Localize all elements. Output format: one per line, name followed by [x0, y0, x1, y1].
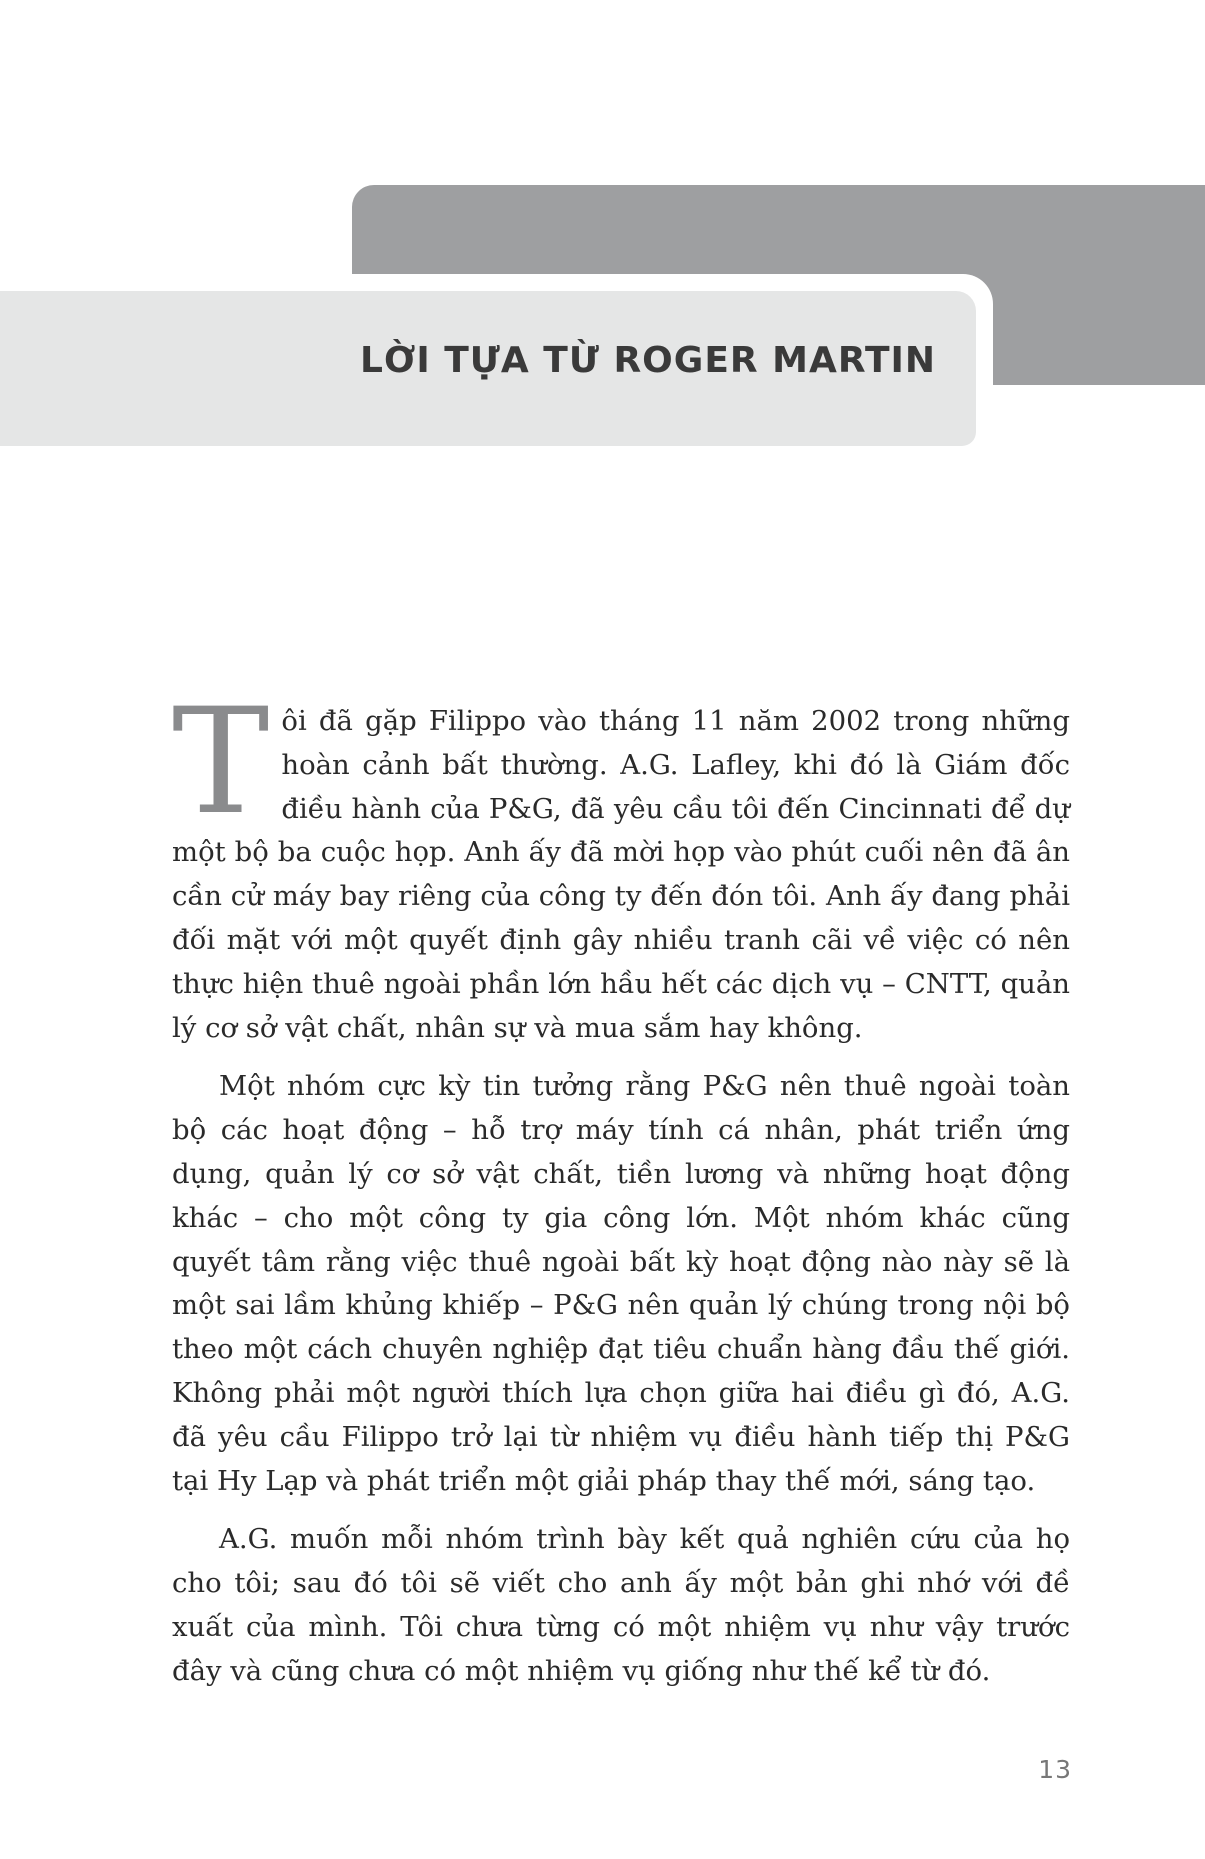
paragraph-2: Một nhóm cực kỳ tin tưởng rằng P&G nên thuê ngoài toàn bộ các hoạt động – hỗ trợ máy tính cá nhân, phát triển ứng dụng, quản lý cơ sở vật chất, tiền lương và những hoạt động khác – cho một công ty gia công lớn. Một nhóm khác cũng quyết tâm rằng việc thuê ngoài bất kỳ hoạt động nào này sẽ là một sai lầm khủng khiếp – P&G nên quản lý chúng trong nội bộ theo một cách chuyên nghiệp đạt tiêu chuẩn hàng đầu thế giới. Không phải một người thích lựa chọn giữa hai điều gì đó, A.G. đã yêu cầu Filippo trở lại từ nhiệm vụ điều hành tiếp thị P&G tại Hy Lạp và phát triển một giải pháp thay thế mới, sáng tạo. — [172, 1070, 1070, 1497]
paragraph-1 — [172, 677, 1070, 1050]
paragraph-3: A.G. muốn mỗi nhóm trình bày kết quả nghiên cứu của họ cho tôi; sau đó tôi sẽ viết cho anh ấy một bản ghi nhớ với đề xuất của mình. Tôi chưa từng có một nhiệm vụ như vậy trước đây và cũng chưa có một nhiệm vụ giống như thế kể từ đó. — [172, 1523, 1070, 1687]
paragraph-1-text: ôi đã gặp Filippo vào tháng 11 năm 2002 trong những hoàn cảnh bất thường. A.G. Lafley, khi đó là Giám đốc điều hành của P&G, đã yêu cầu tôi đến Cincinnati để dự một bộ ba cuộc họp. Anh ấy đã mời họp vào phút cuối nên đã ân cần cử máy bay riêng của công ty đến đón tôi. Anh ấy đang phải đối mặt với một quyết định gây nhiều tranh cãi về việc có nên thực hiện thuê ngoài phần lớn hầu hết các dịch vụ – CNTT, quản lý cơ sở vật chất, nhân sự và mua sắm hay không. — [172, 705, 1070, 1044]
chapter-title: LỜI TỰA TỪ ROGER MARTIN — [359, 340, 937, 381]
drop-cap: T — [172, 677, 270, 847]
body-text — [172, 677, 1070, 1709]
page-number: 13 — [1038, 1755, 1072, 1784]
